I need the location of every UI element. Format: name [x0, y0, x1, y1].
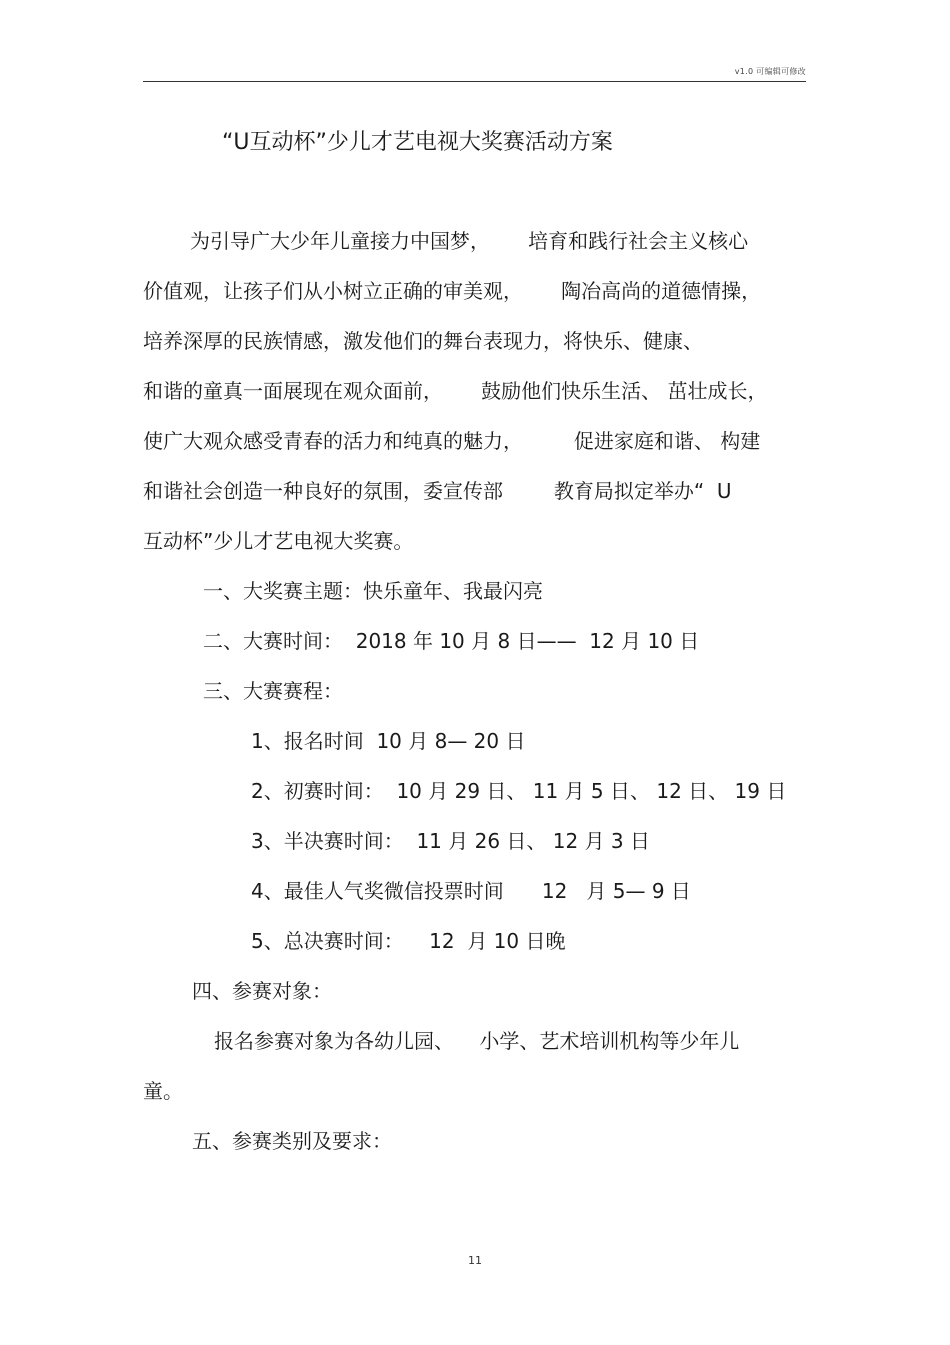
intro-line: 和谐的童真一面展现在观众面前， 鼓励他们快乐生活、 茁壮成长，: [143, 379, 768, 403]
intro-line: 互动杯”少儿才艺电视大奖赛。: [143, 529, 414, 553]
section-heading-theme: 一、大奖赛主题：快乐童年、我最闪亮: [203, 579, 543, 603]
schedule-item: 4、最佳人气奖微信投票时间 12 月 5— 9 日: [251, 879, 691, 903]
section-heading-schedule: 三、大赛赛程：: [203, 679, 343, 703]
intro-line: 价值观，让孩子们从小树立正确的审美观， 陶冶高尚的道德情操，: [143, 279, 762, 303]
document-title: “U互动杯”少儿才艺电视大奖赛活动方案: [222, 130, 613, 155]
section-heading-time: 二、大赛时间： 2018 年 10 月 8 日—— 12 月 10 日: [203, 629, 700, 653]
schedule-item: 3、半决赛时间： 11 月 26 日、 12 月 3 日: [251, 829, 651, 853]
version-label: v1.0 可编辑可修改: [734, 67, 806, 76]
schedule-item: 5、总决赛时间： 12 月 10 日晚: [251, 929, 566, 953]
intro-line: 为引导广大少年儿童接力中国梦， 培育和践行社会主义核心: [190, 229, 749, 253]
section-heading-participants: 四、参赛对象：: [192, 979, 332, 1003]
participants-text: 童。: [143, 1079, 183, 1103]
intro-line: 使广大观众感受青春的活力和纯真的魅力， 促进家庭和谐、 构建: [143, 429, 761, 453]
schedule-item: 1、报名时间 10 月 8— 20 日: [251, 729, 526, 753]
section-heading-categories: 五、参赛类别及要求：: [192, 1129, 392, 1153]
page-number: 11: [468, 1254, 482, 1267]
participants-text: 报名参赛对象为各幼儿园、 小学、艺术培训机构等少年儿: [214, 1029, 740, 1053]
header-divider: [143, 81, 806, 82]
intro-line: 培养深厚的民族情感，激发他们的舞台表现力，将快乐、健康、: [143, 329, 703, 353]
schedule-item: 2、初赛时间： 10 月 29 日、 11 月 5 日、 12 日、 19 日: [251, 779, 787, 803]
intro-line: 和谐社会创造一种良好的氛围，委宣传部 教育局拟定举办“ U: [143, 479, 732, 503]
